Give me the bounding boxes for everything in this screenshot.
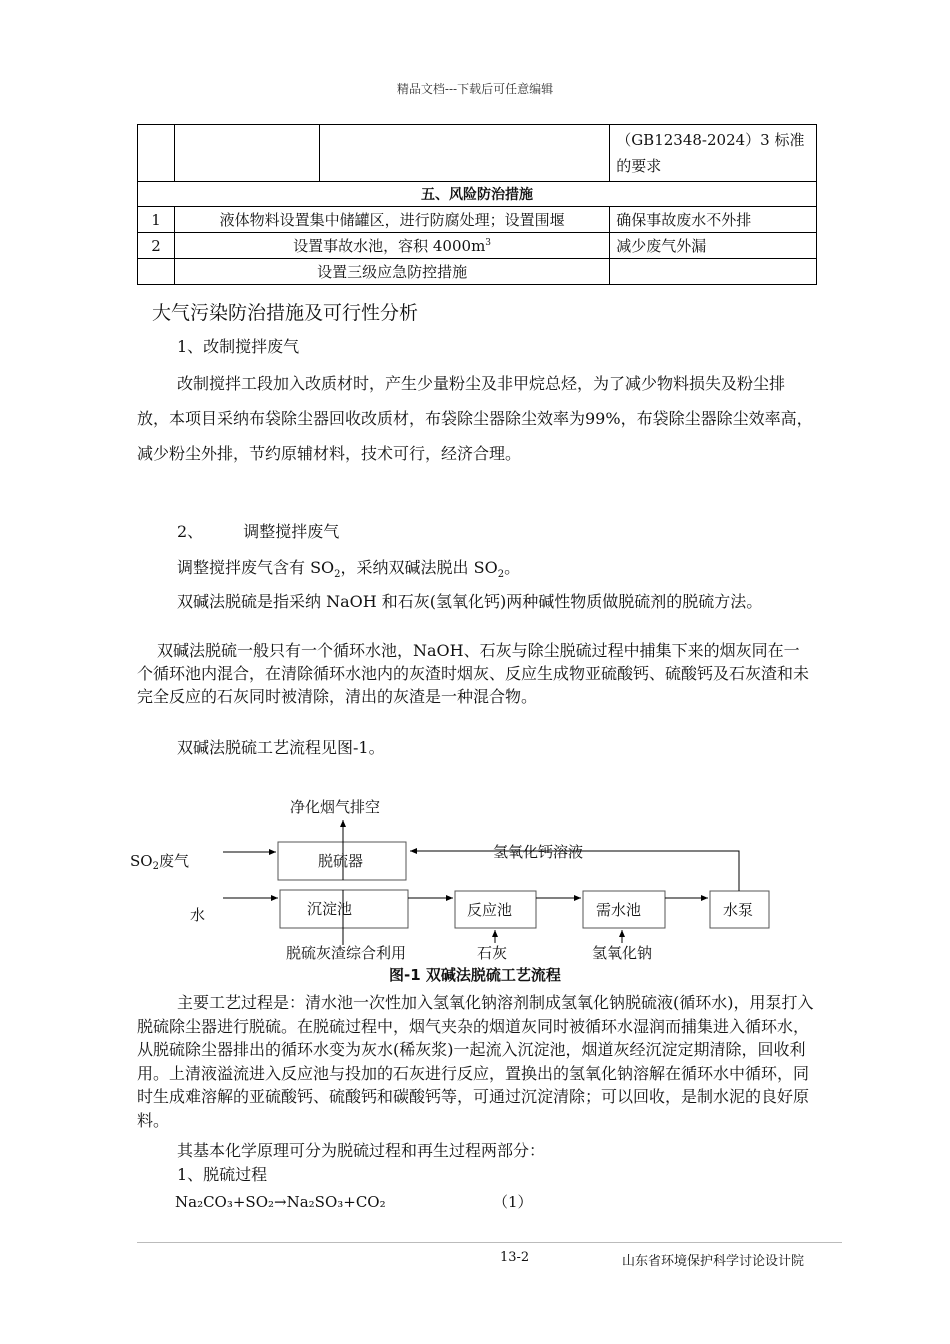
page-header: 精品文档---下载后可任意编辑 bbox=[396, 82, 554, 96]
table-cell bbox=[138, 125, 175, 182]
row-number: 1 bbox=[138, 207, 175, 233]
measure-cell: 设置三级应急防控措施 bbox=[174, 259, 609, 285]
footer-organization: 山东省环境保护科学讨论设计院 bbox=[622, 1254, 805, 1269]
table-section-row bbox=[138, 182, 817, 207]
item2-title: 调整搅拌废气 bbox=[243, 522, 340, 541]
section-heading: 大气污染防治措施及可行性分析 bbox=[152, 302, 419, 324]
item1-title: 1、改制搅拌废气 bbox=[177, 337, 300, 356]
settling-pond-label: 沉淀池 bbox=[307, 900, 353, 918]
pump-label: 水泵 bbox=[723, 901, 754, 919]
process-flow-diagram bbox=[0, 790, 950, 965]
equation-number: （1） bbox=[493, 1193, 533, 1211]
item2-body-c: 。 bbox=[504, 558, 521, 577]
risk-measures-table bbox=[137, 124, 817, 285]
item2-heading bbox=[177, 518, 477, 545]
return-flow-label: 氢氧化钙溶液 bbox=[493, 843, 584, 861]
row-number: 2 bbox=[138, 233, 175, 259]
item1-body: 改制搅拌工段加入改质材时，产生少量粉尘及非甲烷总烃，为了减少物料损失及粉尘排放，本项目采纳布袋除尘器回收改质材，布袋除尘器除尘效率为99%，布袋除尘器除尘效率高，减少粉尘外排，节约原辅材料，技术可行，经济合理。 bbox=[137, 374, 813, 463]
measure-cell: 液体物料设置集中储罐区，进行防腐处理；设置围堰 bbox=[174, 207, 609, 233]
naoh-input-label: 氢氧化钠 bbox=[592, 944, 653, 962]
water-input-label: 水 bbox=[190, 906, 206, 924]
effect-cell: 减少废气外漏 bbox=[610, 233, 817, 259]
footer-divider bbox=[137, 1242, 842, 1243]
figure-caption: 图-1 双碱法脱硫工艺流程 bbox=[389, 966, 561, 984]
measure-superscript: 3 bbox=[485, 238, 492, 248]
measure-text: 设置事故水池，容积 4000m bbox=[293, 237, 486, 255]
table-row bbox=[138, 125, 817, 182]
lime-input-label: 石灰 bbox=[477, 944, 508, 962]
equation: Na₂CO₃+SO₂→Na₂SO₃+CO₂ bbox=[175, 1193, 386, 1211]
measure-cell bbox=[174, 233, 609, 259]
row-number bbox=[138, 259, 175, 285]
table-row bbox=[138, 233, 817, 259]
process-paragraph: 双碱法脱硫一般只有一个循环水池，NaOH、石灰与除尘脱硫过程中捕集下来的烟灰同在一个循环池内混合，在清除循环水池内的灰渣时烟灰、反应生成物亚硫酸钙、硫酸钙及石灰渣和未完全反应的石灰同时被清除，清出的灰渣是一种混合物。 bbox=[137, 641, 810, 706]
demand-pond-label: 需水池 bbox=[596, 901, 642, 919]
top-output-label: 净化烟气排空 bbox=[290, 798, 381, 816]
item2-number: 2、 bbox=[177, 522, 204, 541]
main-process-paragraph: 主要工艺过程是：清水池一次性加入氢氧化钠溶剂制成氢氧化钠脱硫液(循环水)，用泵打入脱硫除尘器进行脱硫。在脱硫过程中，烟气夹杂的烟道灰同时被循环水湿润而捕集进入循环水，从脱硫除尘器排出的循环水变为灰水(稀灰浆)一起流入沉淀池，烟道灰经沉淀定期清除，回收利用。上清液溢流进入反应池与投加的石灰进行反应，置换出的氢氧化钠溶解在循环水中循环，同时生成难溶解的亚硫酸钙、硫酸钙和碳酸钙等，可通过沉淀清除；可以回收，是制水泥的良好原料。 bbox=[137, 993, 814, 1130]
desulfurizer-label: 脱硫器 bbox=[318, 852, 364, 870]
section-title-cell: 五、风险防治措施 bbox=[138, 182, 817, 207]
standard-note-cell: （GB12348-2024）3 标准的要求 bbox=[610, 125, 817, 182]
effect-cell: 确保事故废水不外排 bbox=[610, 207, 817, 233]
page-number: 13-2 bbox=[500, 1250, 530, 1265]
ash-output-label: 脱硫灰渣综合利用 bbox=[286, 944, 407, 962]
item2-body-a: 调整搅拌废气含有 SO bbox=[177, 558, 335, 577]
reaction-pond-label: 反应池 bbox=[467, 901, 513, 919]
desulfurization-subheading: 1、脱硫过程 bbox=[177, 1165, 268, 1184]
effect-cell bbox=[610, 259, 817, 285]
item2-body: 调整搅拌废气含有 $SO_2$，采纳双碱法脱出 $SO_2$。 bbox=[177, 558, 521, 581]
definition-paragraph: 双碱法脱硫是指采纳 NaOH 和石灰(氢氧化钙)两种碱性物质做脱硫剂的脱硫方法。 bbox=[177, 592, 763, 611]
table-cell bbox=[174, 125, 319, 182]
table-row bbox=[138, 207, 817, 233]
figure-reference: 双碱法脱硫工艺流程见图-1。 bbox=[177, 738, 385, 757]
table-cell bbox=[319, 125, 609, 182]
table-row bbox=[138, 259, 817, 285]
so2-input-label: $SO_2$废气 bbox=[130, 852, 189, 872]
item2-body-b: ，采纳双碱法脱出 SO bbox=[340, 558, 498, 577]
principle-paragraph: 其基本化学原理可分为脱硫过程和再生过程两部分： bbox=[177, 1141, 546, 1160]
